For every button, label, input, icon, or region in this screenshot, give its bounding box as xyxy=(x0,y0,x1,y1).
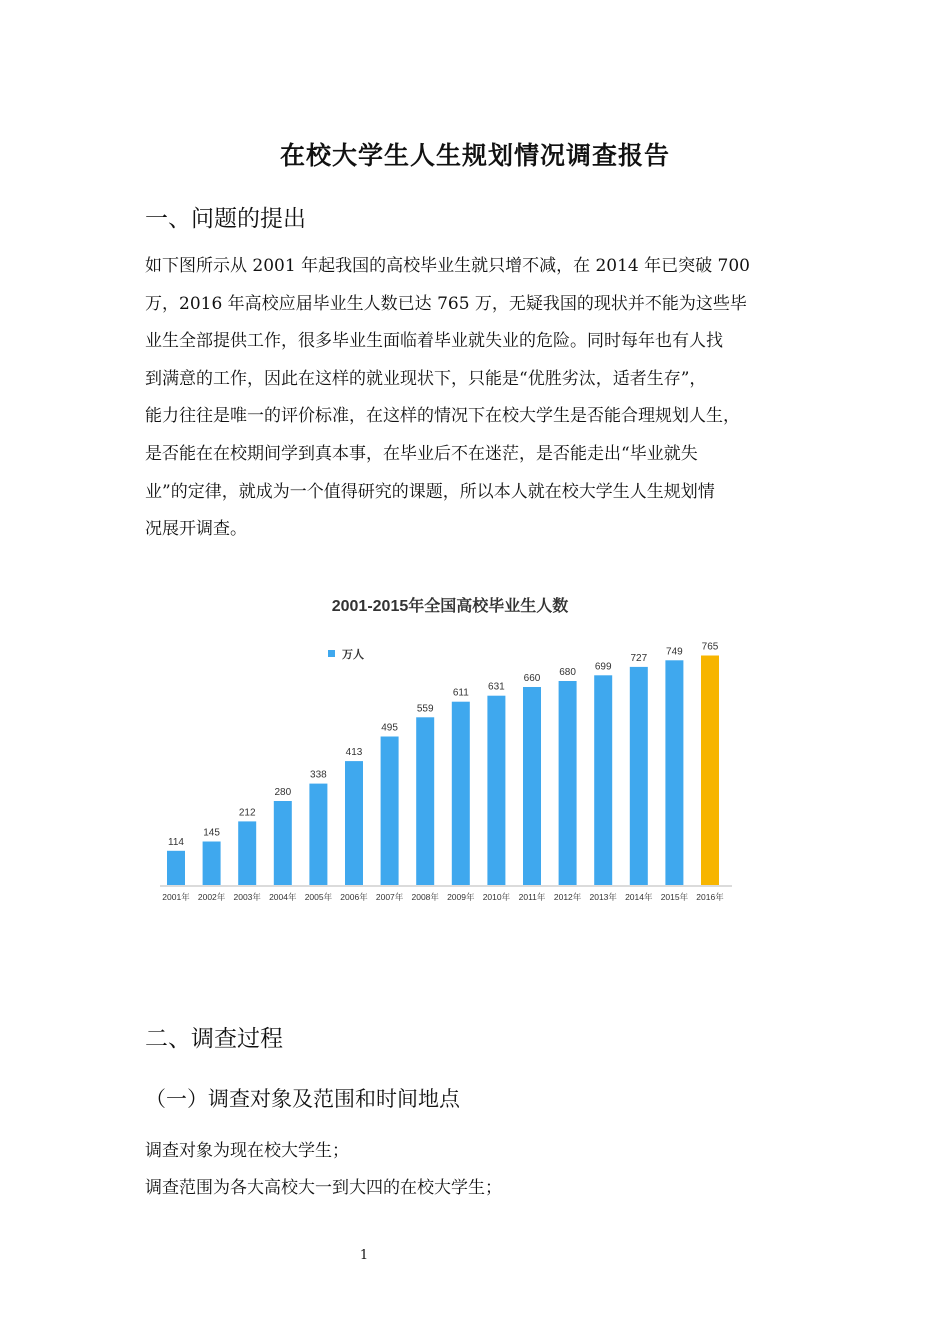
x-tick-label: 2001年 xyxy=(162,892,190,902)
chart-title: 2001-2015年全国高校毕业生人数 xyxy=(331,598,569,615)
survey-scope-line: 调查范围为各大高校大一到大四的在校大学生； xyxy=(145,1178,502,1198)
paragraph-line: 万，2016 年高校应届毕业生人数已达 765 万，无疑我国的现状并不能为这些毕 xyxy=(145,293,747,314)
bar-2010年 xyxy=(487,696,505,885)
data-label: 495 xyxy=(381,722,398,734)
x-tick-label: 2016年 xyxy=(696,892,724,902)
bar-2003年 xyxy=(238,821,256,885)
x-tick-label: 2007年 xyxy=(375,892,404,902)
x-tick-label: 2010年 xyxy=(482,892,511,902)
data-label: 559 xyxy=(416,703,434,715)
data-label: 212 xyxy=(238,807,256,819)
bar-2015年 xyxy=(665,660,683,885)
bar-2011年 xyxy=(523,687,541,885)
graduates-bar-chart xyxy=(150,585,750,915)
paragraph-line: 能力往往是唯一的评价标准，在这样的情况下在校大学生是否能合理规划人生， xyxy=(145,406,740,427)
data-label: 145 xyxy=(203,827,220,839)
x-tick-label: 2015年 xyxy=(660,892,689,902)
paragraph-line: 如下图所示从 2001 年起我国的高校毕业生就只增不减，在 2014 年已突破 700 xyxy=(145,256,750,276)
legend-swatch xyxy=(328,650,335,657)
data-label: 749 xyxy=(666,646,683,658)
section2-subheading: （一）调查对象及范围和时间地点 xyxy=(145,1087,460,1111)
section1-paragraph xyxy=(145,248,810,549)
data-label: 727 xyxy=(630,652,648,664)
bar-2001年 xyxy=(167,851,185,885)
bar-2008年 xyxy=(416,717,434,885)
x-tick-label: 2014年 xyxy=(625,892,653,902)
x-tick-label: 2005年 xyxy=(304,892,333,902)
data-label: 660 xyxy=(523,673,541,684)
paragraph-line: 是否能在在校期间学到真本事，在毕业后不在迷茫，是否能走出“毕业就失 xyxy=(145,443,698,464)
x-tick-label: 2009年 xyxy=(447,892,475,902)
bar-2005年 xyxy=(309,784,327,885)
x-tick-label: 2006年 xyxy=(340,892,368,902)
bar-2014年 xyxy=(630,667,648,885)
data-label: 631 xyxy=(488,681,505,693)
data-label: 680 xyxy=(559,667,576,678)
x-tick-label: 2012年 xyxy=(553,892,582,902)
bar-2016年 xyxy=(701,656,719,886)
data-label: 114 xyxy=(168,836,184,848)
survey-subject-line: 调查对象为现在校大学生； xyxy=(145,1141,349,1161)
bar-2007年 xyxy=(381,737,399,886)
paragraph-line: 况展开调查。 xyxy=(145,519,247,540)
data-label: 765 xyxy=(701,641,719,653)
paragraph-line: 业”的定律，就成为一个值得研究的课题，所以本人就在校大学生人生规划情 xyxy=(145,481,715,502)
bar-2013年 xyxy=(594,675,612,885)
x-tick-label: 2011年 xyxy=(518,892,546,902)
bar-2012年 xyxy=(559,681,577,885)
x-tick-label: 2003年 xyxy=(233,892,261,902)
section1-heading: 一、问题的提出 xyxy=(145,206,306,232)
x-tick-label: 2008年 xyxy=(411,892,439,902)
bar-2006年 xyxy=(345,761,363,885)
bar-2009年 xyxy=(452,702,470,885)
data-label: 699 xyxy=(594,661,612,673)
page-number: 1 xyxy=(359,1248,369,1263)
document-title: 在校大学生人生规划情况调查报告 xyxy=(279,141,670,170)
bar-2004年 xyxy=(274,801,292,885)
paragraph-line: 到满意的工作，因此在这样的就业现状下，只能是“优胜劣汰，适者生存”， xyxy=(145,368,707,389)
paragraph-line: 业生全部提供工作，很多毕业生面临着毕业就失业的危险。同时每年也有人找 xyxy=(145,331,723,352)
data-label: 280 xyxy=(274,787,292,798)
section2-heading: 二、调查过程 xyxy=(145,1026,283,1052)
x-tick-label: 2004年 xyxy=(269,892,297,902)
x-tick-label: 2002年 xyxy=(197,892,226,902)
legend-label: 万人 xyxy=(342,649,364,661)
data-label: 338 xyxy=(310,769,327,781)
data-label: 413 xyxy=(345,747,363,759)
x-tick-label: 2013年 xyxy=(589,892,617,902)
bar-2002年 xyxy=(203,842,221,886)
data-label: 611 xyxy=(452,687,469,699)
